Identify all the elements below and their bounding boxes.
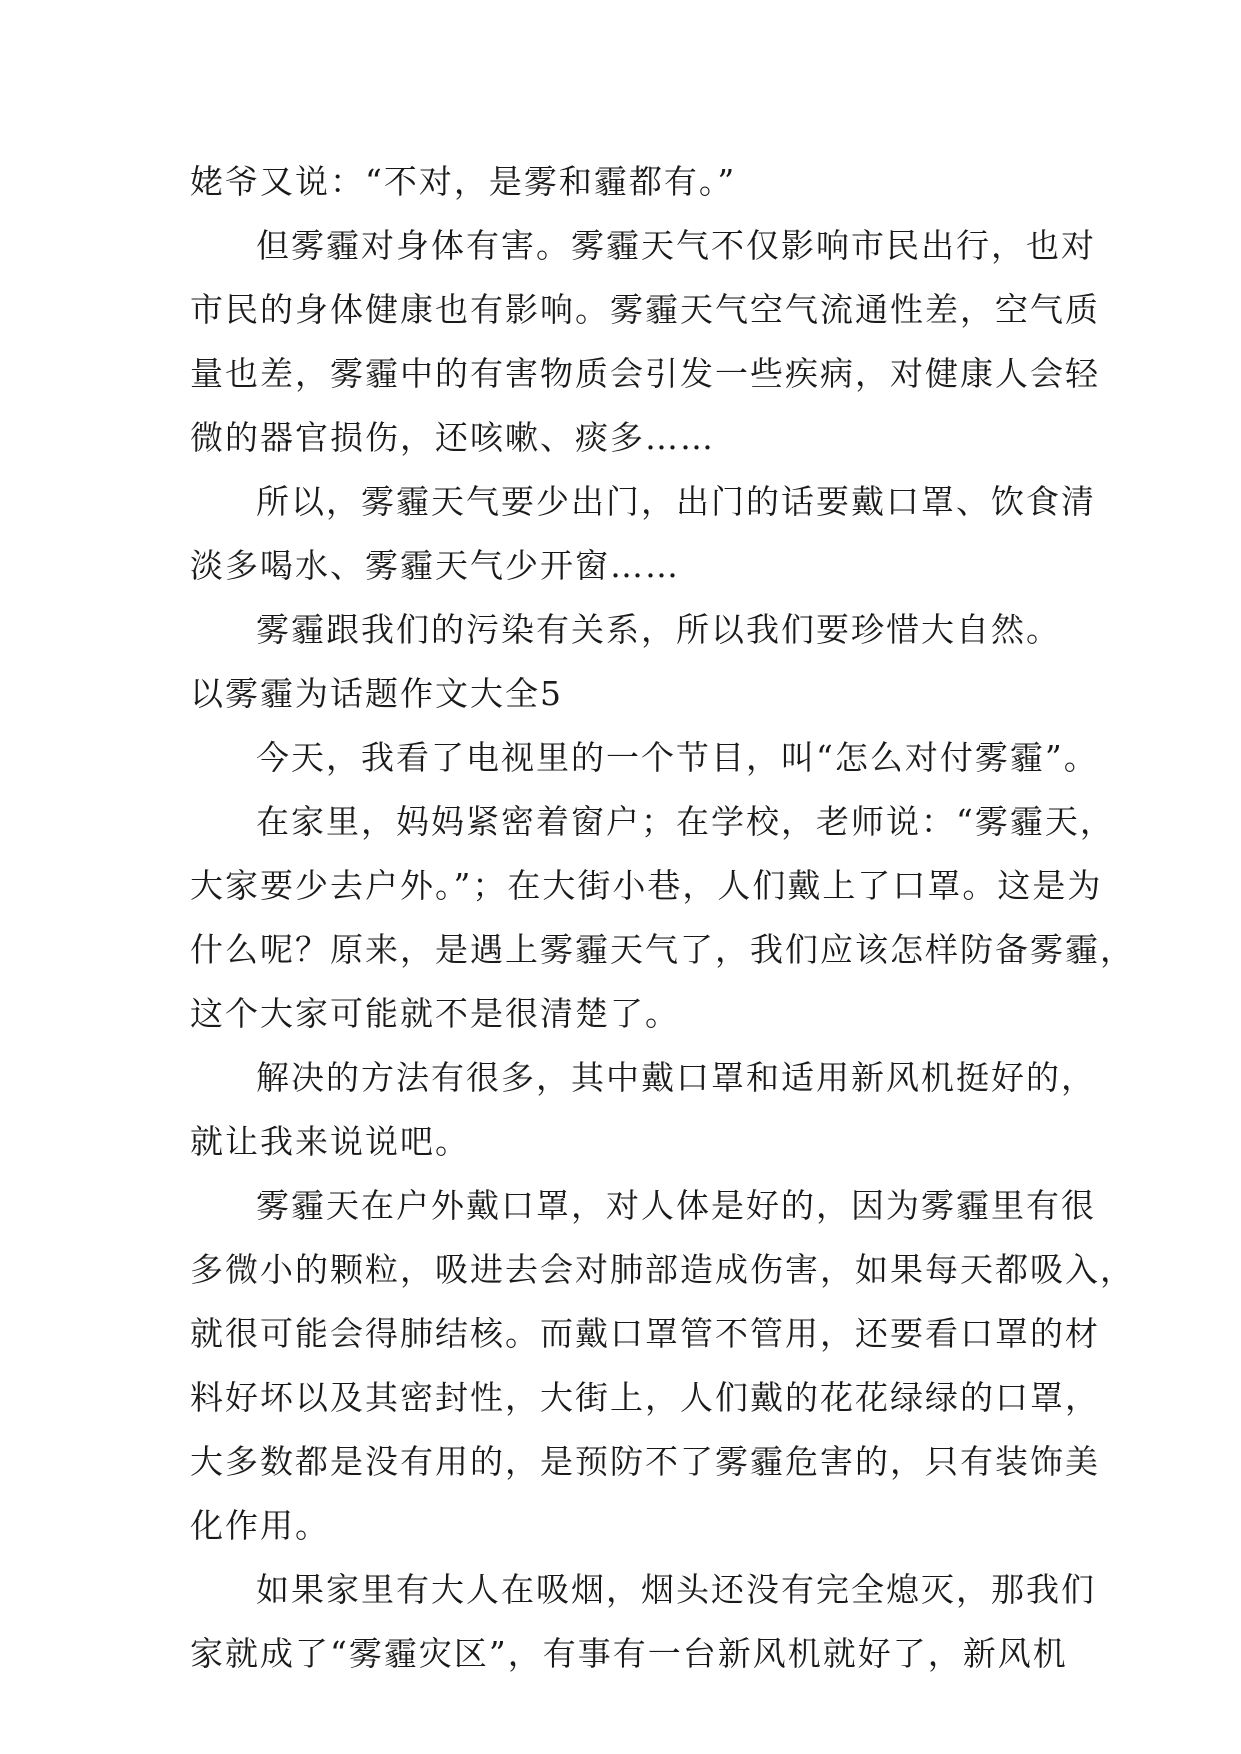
text-line: 化作用。 (190, 1506, 330, 1545)
text-line: 在家里，妈妈紧密着窗户；在学校，老师说：“雾霾天， (256, 802, 1115, 841)
text-line: 大家要少去户外。”；在大街小巷，人们戴上了口罩。这是为 (190, 866, 1103, 905)
text-line: 大多数都是没有用的，是预防不了雾霾危害的，只有装饰美 (190, 1442, 1100, 1481)
text-line: 如果家里有大人在吸烟，烟头还没有完全熄灭，那我们 (256, 1570, 1096, 1609)
text-line: 微的器官损伤，还咳嗽、痰多…… (190, 418, 715, 457)
text-line: 姥爷又说：“不对，是雾和霾都有。” (190, 162, 737, 201)
text-line: 但雾霾对身体有害。雾霾天气不仅影响市民出行，也对 (256, 226, 1096, 265)
text-line: 什么呢？原来，是遇上雾霾天气了，我们应该怎样防备雾霾， (190, 930, 1135, 969)
text-line: 雾霾天在户外戴口罩，对人体是好的，因为雾霾里有很 (256, 1186, 1096, 1225)
text-line: 所以，雾霾天气要少出门，出门的话要戴口罩、饮食清 (256, 482, 1096, 521)
text-line: 就让我来说说吧。 (190, 1122, 470, 1161)
text-line: 量也差，雾霾中的有害物质会引发一些疾病，对健康人会轻 (190, 354, 1100, 393)
text-line: 就很可能会得肺结核。而戴口罩管不管用，还要看口罩的材 (190, 1314, 1100, 1353)
text-line: 今天，我看了电视里的一个节目，叫“怎么对付雾霾”。 (256, 738, 1099, 777)
text-line: 多微小的颗粒，吸进去会对肺部造成伤害，如果每天都吸入， (190, 1250, 1135, 1289)
text-line: 淡多喝水、雾霾天气少开窗…… (190, 546, 680, 585)
text-line: 市民的身体健康也有影响。雾霾天气空气流通性差，空气质 (190, 290, 1100, 329)
text-line: 雾霾跟我们的污染有关系，所以我们要珍惜大自然。 (256, 610, 1061, 649)
text-line: 家就成了“雾霾灾区”，有事有一台新风机就好了，新风机 (190, 1634, 1068, 1673)
text-line: 这个大家可能就不是很清楚了。 (190, 994, 680, 1033)
document-page (190, 150, 1135, 1686)
text-line: 料好坏以及其密封性，大街上，人们戴的花花绿绿的口罩， (190, 1378, 1100, 1417)
section-heading: 以雾霾为话题作文大全5 (190, 674, 563, 713)
text-line: 解决的方法有很多，其中戴口罩和适用新风机挺好的， (256, 1058, 1096, 1097)
